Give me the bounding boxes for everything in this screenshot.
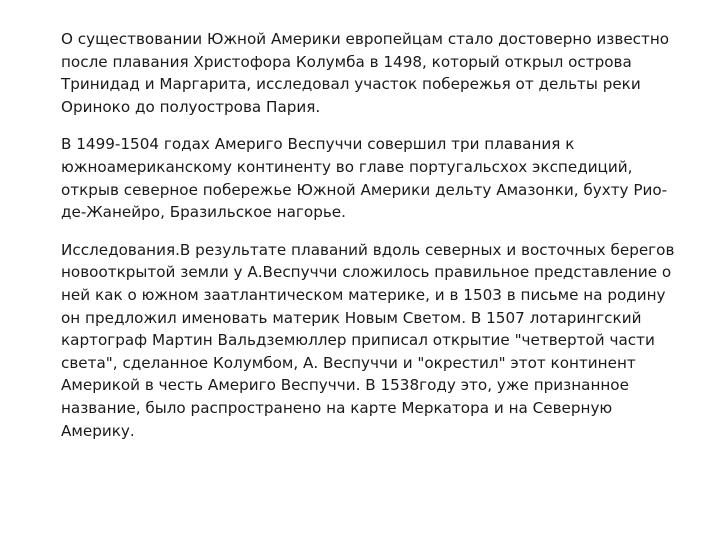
- text-line: ней как о южном заатлантическом материке, и в 1503 в письме на родину: [61, 285, 666, 304]
- text-line: света", сделанное Колумбом, А. Веспуччи и "окрестил" этот континент: [61, 353, 636, 372]
- paragraph-1: [61, 28, 670, 118]
- text-line: Ориноко до полуострова Пария.: [61, 97, 321, 116]
- text-line: В 1499-1504 годах Америго Веспуччи совершил три плавания к: [61, 135, 575, 154]
- text-line: название, было распространено на карте Меркатора и на Северную: [61, 398, 613, 417]
- text-line: новооткрытой земли у А.Веспуччи сложилось правильное представление о: [61, 263, 672, 282]
- text-line: после плавания Христофора Колумба в 1498, который открыл острова: [61, 52, 632, 71]
- text-line: картограф Мартин Вальдземюллер приписал открытие "четвертой части: [61, 331, 655, 350]
- text-line: Исследования.В результате плаваний вдоль северных и восточных берегов: [61, 240, 675, 259]
- text-line: южноамериканскому континенту во главе португальсхох экспедиций,: [61, 157, 633, 176]
- text-line: Америкой в честь Америго Веспуччи. В 1538году это, уже признанное: [61, 376, 629, 395]
- paragraph-3: [61, 239, 675, 442]
- text-line: де-Жанейро, Бразильское нагорье.: [61, 203, 346, 222]
- text-line: О существовании Южной Америки европейцам стало достоверно известно: [61, 30, 670, 48]
- text-body: [61, 28, 675, 442]
- text-line: Тринидад и Маргарита, исследовал участок побережья от дельты реки: [61, 75, 641, 94]
- text-line: Америку.: [61, 421, 135, 440]
- text-line: он предложил именовать материк Новым Светом. В 1507 лотарингский: [61, 308, 642, 327]
- text-line: открыв северное побережье Южной Америки дельту Амазонки, бухту Рио-: [61, 180, 668, 199]
- paragraph-2: [61, 133, 668, 223]
